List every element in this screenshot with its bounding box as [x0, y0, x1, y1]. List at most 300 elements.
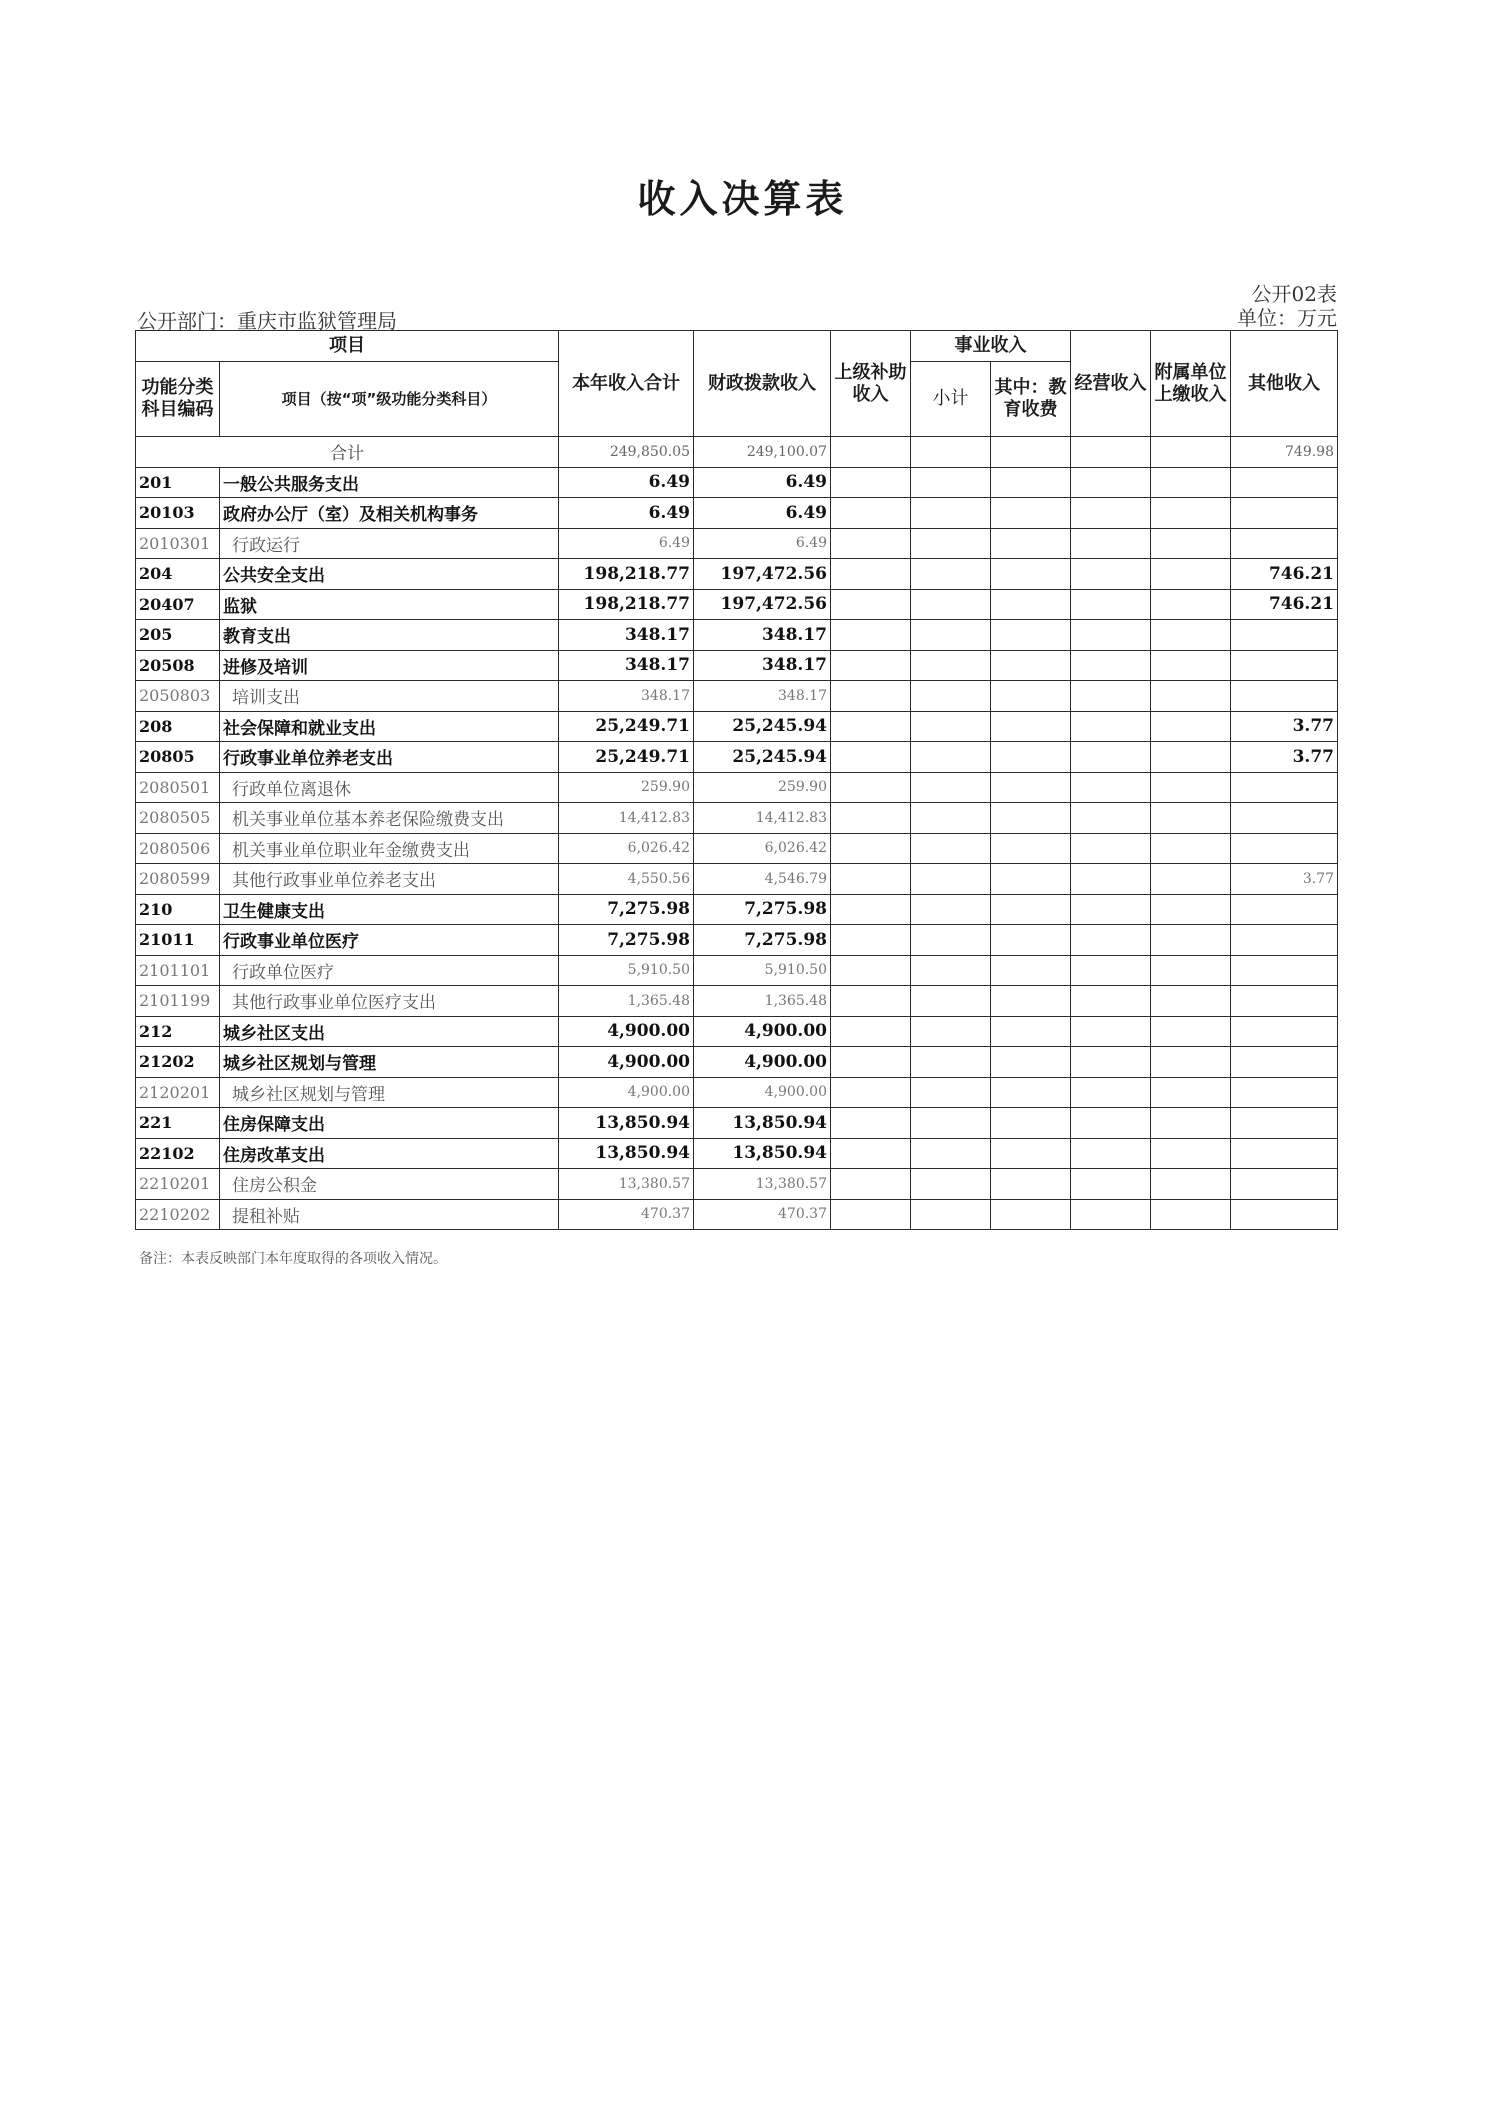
- row-other: [1231, 833, 1338, 864]
- row-total: 1,365.48: [559, 986, 694, 1017]
- row-total: 6.49: [559, 528, 694, 559]
- empty-cell: [991, 1108, 1071, 1139]
- row-code: 205: [136, 620, 220, 651]
- empty-cell: [831, 559, 911, 590]
- empty-cell: [831, 467, 911, 498]
- empty-cell: [1151, 650, 1231, 681]
- row-fiscal: 13,380.57: [694, 1169, 831, 1200]
- empty-cell: [1151, 894, 1231, 925]
- empty-cell: [911, 986, 991, 1017]
- row-fiscal: 14,412.83: [694, 803, 831, 834]
- row-name: 行政运行: [220, 528, 559, 559]
- row-fiscal: 348.17: [694, 620, 831, 651]
- empty-cell: [911, 1016, 991, 1047]
- row-name: 住房改革支出: [220, 1138, 559, 1169]
- row-name: 教育支出: [220, 620, 559, 651]
- row-total: 198,218.77: [559, 559, 694, 590]
- empty-cell: [991, 528, 1071, 559]
- table-row: [136, 1138, 1338, 1169]
- empty-cell: [911, 620, 991, 651]
- row-fiscal: 25,245.94: [694, 742, 831, 773]
- row-code: 2080501: [136, 772, 220, 803]
- empty-cell: [831, 864, 911, 895]
- empty-cell: [1151, 1077, 1231, 1108]
- department-label: 公开部门：重庆市监狱管理局: [137, 309, 397, 333]
- row-other: [1231, 528, 1338, 559]
- empty-cell: [911, 437, 991, 468]
- empty-cell: [1071, 833, 1151, 864]
- empty-cell: [991, 559, 1071, 590]
- empty-cell: [911, 925, 991, 956]
- empty-cell: [1151, 437, 1231, 468]
- empty-cell: [1151, 681, 1231, 712]
- empty-cell: [1151, 620, 1231, 651]
- row-fiscal: 7,275.98: [694, 894, 831, 925]
- header-business: 事业收入: [911, 331, 1071, 362]
- row-name: 城乡社区规划与管理: [220, 1047, 559, 1078]
- header-total: 本年收入合计: [559, 331, 694, 437]
- total-label: 合计: [136, 437, 559, 468]
- row-other: [1231, 681, 1338, 712]
- empty-cell: [1151, 1199, 1231, 1230]
- row-other: [1231, 1199, 1338, 1230]
- empty-cell: [991, 864, 1071, 895]
- row-name: 机关事业单位基本养老保险缴费支出: [220, 803, 559, 834]
- row-total: 25,249.71: [559, 742, 694, 773]
- row-code: 2210202: [136, 1199, 220, 1230]
- empty-cell: [911, 772, 991, 803]
- table-row: [136, 833, 1338, 864]
- row-total: 259.90: [559, 772, 694, 803]
- row-fiscal: 6,026.42: [694, 833, 831, 864]
- row-code: 20103: [136, 498, 220, 529]
- table-row: [136, 1016, 1338, 1047]
- row-total: 348.17: [559, 620, 694, 651]
- row-other: [1231, 1077, 1338, 1108]
- row-name: 行政事业单位医疗: [220, 925, 559, 956]
- table-row: [136, 467, 1338, 498]
- empty-cell: [1151, 467, 1231, 498]
- row-fiscal: 13,850.94: [694, 1108, 831, 1139]
- table-row: [136, 528, 1338, 559]
- empty-cell: [1151, 1047, 1231, 1078]
- empty-cell: [1071, 711, 1151, 742]
- row-fiscal: 259.90: [694, 772, 831, 803]
- empty-cell: [991, 681, 1071, 712]
- empty-cell: [1151, 589, 1231, 620]
- empty-cell: [991, 833, 1071, 864]
- empty-cell: [1151, 864, 1231, 895]
- empty-cell: [1071, 467, 1151, 498]
- row-code: 201: [136, 467, 220, 498]
- row-name: 卫生健康支出: [220, 894, 559, 925]
- table-row: [136, 1108, 1338, 1139]
- empty-cell: [831, 803, 911, 834]
- row-total: 4,550.56: [559, 864, 694, 895]
- table-row: [136, 650, 1338, 681]
- empty-cell: [991, 711, 1071, 742]
- row-fiscal: 197,472.56: [694, 559, 831, 590]
- empty-cell: [911, 742, 991, 773]
- empty-cell: [991, 650, 1071, 681]
- empty-cell: [1151, 833, 1231, 864]
- table-row: [136, 986, 1338, 1017]
- empty-cell: [831, 528, 911, 559]
- row-name: 政府办公厅（室）及相关机构事务: [220, 498, 559, 529]
- header-operating: 经营收入: [1071, 331, 1151, 437]
- row-fiscal: 348.17: [694, 681, 831, 712]
- empty-cell: [991, 742, 1071, 773]
- empty-cell: [831, 1016, 911, 1047]
- row-code: 2010301: [136, 528, 220, 559]
- empty-cell: [1151, 1138, 1231, 1169]
- table-row: [136, 925, 1338, 956]
- empty-cell: [1071, 589, 1151, 620]
- empty-cell: [831, 437, 911, 468]
- row-total: 4,900.00: [559, 1047, 694, 1078]
- total-other: 749.98: [1231, 437, 1338, 468]
- row-other: [1231, 925, 1338, 956]
- empty-cell: [991, 467, 1071, 498]
- row-other: [1231, 1016, 1338, 1047]
- row-name: 监狱: [220, 589, 559, 620]
- empty-cell: [991, 1169, 1071, 1200]
- empty-cell: [991, 955, 1071, 986]
- row-code: 2101199: [136, 986, 220, 1017]
- empty-cell: [831, 1108, 911, 1139]
- row-fiscal: 7,275.98: [694, 925, 831, 956]
- header-fiscal: 财政拨款收入: [694, 331, 831, 437]
- total-fiscal: 249,100.07: [694, 437, 831, 468]
- row-total: 4,900.00: [559, 1077, 694, 1108]
- table-row: [136, 894, 1338, 925]
- row-other: 3.77: [1231, 711, 1338, 742]
- row-total: 348.17: [559, 681, 694, 712]
- empty-cell: [1071, 894, 1151, 925]
- row-fiscal: 470.37: [694, 1199, 831, 1230]
- income-table: [135, 330, 1338, 1230]
- empty-cell: [911, 589, 991, 620]
- empty-cell: [911, 1138, 991, 1169]
- empty-cell: [1151, 1169, 1231, 1200]
- row-code: 212: [136, 1016, 220, 1047]
- row-total: 6,026.42: [559, 833, 694, 864]
- row-code: 21011: [136, 925, 220, 956]
- row-name: 进修及培训: [220, 650, 559, 681]
- row-total: 5,910.50: [559, 955, 694, 986]
- row-other: [1231, 986, 1338, 1017]
- empty-cell: [1151, 772, 1231, 803]
- empty-cell: [1071, 1108, 1151, 1139]
- row-total: 198,218.77: [559, 589, 694, 620]
- empty-cell: [831, 589, 911, 620]
- empty-cell: [831, 1077, 911, 1108]
- empty-cell: [991, 1077, 1071, 1108]
- total-row: [136, 437, 1338, 468]
- empty-cell: [911, 955, 991, 986]
- row-fiscal: 1,365.48: [694, 986, 831, 1017]
- empty-cell: [1151, 742, 1231, 773]
- row-fiscal: 4,900.00: [694, 1047, 831, 1078]
- empty-cell: [831, 772, 911, 803]
- row-other: [1231, 772, 1338, 803]
- row-fiscal: 13,850.94: [694, 1138, 831, 1169]
- empty-cell: [991, 803, 1071, 834]
- row-code: 2101101: [136, 955, 220, 986]
- empty-cell: [1071, 955, 1151, 986]
- row-fiscal: 4,546.79: [694, 864, 831, 895]
- empty-cell: [991, 1138, 1071, 1169]
- empty-cell: [911, 1108, 991, 1139]
- empty-cell: [911, 559, 991, 590]
- row-total: 6.49: [559, 467, 694, 498]
- row-code: 2080505: [136, 803, 220, 834]
- row-total: 6.49: [559, 498, 694, 529]
- row-name: 社会保障和就业支出: [220, 711, 559, 742]
- empty-cell: [991, 437, 1071, 468]
- table-row: [136, 498, 1338, 529]
- empty-cell: [991, 1016, 1071, 1047]
- row-name: 城乡社区规划与管理: [220, 1077, 559, 1108]
- row-code: 2120201: [136, 1077, 220, 1108]
- empty-cell: [831, 650, 911, 681]
- row-code: 204: [136, 559, 220, 590]
- row-code: 2080506: [136, 833, 220, 864]
- empty-cell: [831, 742, 911, 773]
- empty-cell: [831, 498, 911, 529]
- empty-cell: [991, 925, 1071, 956]
- row-name: 住房公积金: [220, 1169, 559, 1200]
- empty-cell: [911, 1199, 991, 1230]
- row-other: [1231, 498, 1338, 529]
- row-code: 20805: [136, 742, 220, 773]
- empty-cell: [831, 1047, 911, 1078]
- empty-cell: [1071, 650, 1151, 681]
- table-row: [136, 681, 1338, 712]
- empty-cell: [1071, 1047, 1151, 1078]
- header-subtotal: 小计: [911, 362, 991, 437]
- empty-cell: [1151, 528, 1231, 559]
- empty-cell: [1151, 498, 1231, 529]
- row-total: 25,249.71: [559, 711, 694, 742]
- empty-cell: [991, 1047, 1071, 1078]
- row-fiscal: 6.49: [694, 498, 831, 529]
- empty-cell: [911, 650, 991, 681]
- empty-cell: [1071, 986, 1151, 1017]
- empty-cell: [911, 1169, 991, 1200]
- empty-cell: [1151, 1016, 1231, 1047]
- empty-cell: [1071, 528, 1151, 559]
- empty-cell: [1071, 864, 1151, 895]
- table-row: [136, 1169, 1338, 1200]
- empty-cell: [991, 894, 1071, 925]
- row-other: [1231, 467, 1338, 498]
- table-row: [136, 772, 1338, 803]
- empty-cell: [991, 1199, 1071, 1230]
- row-other: [1231, 803, 1338, 834]
- empty-cell: [831, 986, 911, 1017]
- empty-cell: [1151, 711, 1231, 742]
- table-row: [136, 1047, 1338, 1078]
- table-row: [136, 864, 1338, 895]
- empty-cell: [1071, 498, 1151, 529]
- empty-cell: [911, 681, 991, 712]
- row-other: 3.77: [1231, 742, 1338, 773]
- empty-cell: [1071, 1169, 1151, 1200]
- empty-cell: [911, 833, 991, 864]
- empty-cell: [1071, 559, 1151, 590]
- header-item: 项目: [136, 331, 559, 362]
- empty-cell: [1151, 986, 1231, 1017]
- empty-cell: [911, 711, 991, 742]
- row-code: 208: [136, 711, 220, 742]
- empty-cell: [1071, 742, 1151, 773]
- empty-cell: [831, 620, 911, 651]
- empty-cell: [911, 467, 991, 498]
- header-edu: 其中：教育收费: [991, 362, 1071, 437]
- empty-cell: [1071, 803, 1151, 834]
- row-code: 20508: [136, 650, 220, 681]
- row-other: [1231, 620, 1338, 651]
- header-code: 功能分类科目编码: [136, 362, 220, 437]
- empty-cell: [991, 620, 1071, 651]
- empty-cell: [1151, 559, 1231, 590]
- row-name: 一般公共服务支出: [220, 467, 559, 498]
- empty-cell: [911, 528, 991, 559]
- empty-cell: [831, 1169, 911, 1200]
- table-row: [136, 955, 1338, 986]
- table-row: [136, 1199, 1338, 1230]
- footnote: 备注：本表反映部门本年度取得的各项收入情况。: [139, 1251, 447, 1267]
- row-fiscal: 4,900.00: [694, 1077, 831, 1108]
- row-name: 城乡社区支出: [220, 1016, 559, 1047]
- row-fiscal: 4,900.00: [694, 1016, 831, 1047]
- row-fiscal: 25,245.94: [694, 711, 831, 742]
- row-other: [1231, 1169, 1338, 1200]
- row-name: 其他行政事业单位养老支出: [220, 864, 559, 895]
- row-fiscal: 6.49: [694, 528, 831, 559]
- empty-cell: [911, 1077, 991, 1108]
- table-body: [136, 437, 1338, 1230]
- row-name: 机关事业单位职业年金缴费支出: [220, 833, 559, 864]
- header-affiliate: 附属单位上缴收入: [1151, 331, 1231, 437]
- page-title: 收入决算表: [637, 177, 848, 221]
- row-other: [1231, 955, 1338, 986]
- row-name: 培训支出: [220, 681, 559, 712]
- row-total: 14,412.83: [559, 803, 694, 834]
- empty-cell: [1151, 1108, 1231, 1139]
- empty-cell: [911, 894, 991, 925]
- row-other: [1231, 1047, 1338, 1078]
- header-other: 其他收入: [1231, 331, 1338, 437]
- row-name: 住房保障支出: [220, 1108, 559, 1139]
- table-row: [136, 742, 1338, 773]
- table-row: [136, 589, 1338, 620]
- empty-cell: [831, 1138, 911, 1169]
- row-name: 其他行政事业单位医疗支出: [220, 986, 559, 1017]
- empty-cell: [1071, 1077, 1151, 1108]
- empty-cell: [831, 1199, 911, 1230]
- empty-cell: [1071, 681, 1151, 712]
- empty-cell: [1151, 955, 1231, 986]
- empty-cell: [831, 681, 911, 712]
- table-row: [136, 620, 1338, 651]
- row-code: 210: [136, 894, 220, 925]
- empty-cell: [991, 986, 1071, 1017]
- row-total: 470.37: [559, 1199, 694, 1230]
- row-name: 行政事业单位养老支出: [220, 742, 559, 773]
- empty-cell: [1071, 1199, 1151, 1230]
- empty-cell: [911, 803, 991, 834]
- table-row: [136, 711, 1338, 742]
- row-other: 3.77: [1231, 864, 1338, 895]
- row-other: [1231, 1138, 1338, 1169]
- table-row: [136, 803, 1338, 834]
- row-code: 2210201: [136, 1169, 220, 1200]
- row-total: 7,275.98: [559, 894, 694, 925]
- empty-cell: [1071, 772, 1151, 803]
- form-number: 公开02表: [1251, 282, 1337, 306]
- row-name: 公共安全支出: [220, 559, 559, 590]
- empty-cell: [1151, 803, 1231, 834]
- row-total: 13,380.57: [559, 1169, 694, 1200]
- row-name: 提租补贴: [220, 1199, 559, 1230]
- row-fiscal: 197,472.56: [694, 589, 831, 620]
- row-code: 20407: [136, 589, 220, 620]
- row-total: 348.17: [559, 650, 694, 681]
- row-other: [1231, 894, 1338, 925]
- row-total: 13,850.94: [559, 1108, 694, 1139]
- empty-cell: [831, 711, 911, 742]
- empty-cell: [831, 833, 911, 864]
- empty-cell: [831, 955, 911, 986]
- header-name: 项目（按“项”级功能分类科目）: [220, 362, 559, 437]
- empty-cell: [911, 1047, 991, 1078]
- empty-cell: [911, 864, 991, 895]
- empty-cell: [1071, 1138, 1151, 1169]
- empty-cell: [991, 589, 1071, 620]
- row-code: 22102: [136, 1138, 220, 1169]
- empty-cell: [1151, 925, 1231, 956]
- empty-cell: [831, 925, 911, 956]
- row-total: 7,275.98: [559, 925, 694, 956]
- row-fiscal: 348.17: [694, 650, 831, 681]
- total-amount: 249,850.05: [559, 437, 694, 468]
- row-code: 2050803: [136, 681, 220, 712]
- row-other: [1231, 650, 1338, 681]
- row-name: 行政单位离退休: [220, 772, 559, 803]
- empty-cell: [831, 894, 911, 925]
- empty-cell: [1071, 925, 1151, 956]
- row-fiscal: 5,910.50: [694, 955, 831, 986]
- empty-cell: [911, 498, 991, 529]
- empty-cell: [991, 772, 1071, 803]
- header-superior: 上级补助收入: [831, 331, 911, 437]
- row-name: 行政单位医疗: [220, 955, 559, 986]
- empty-cell: [991, 498, 1071, 529]
- row-code: 221: [136, 1108, 220, 1139]
- unit-label: 单位：万元: [1237, 306, 1337, 330]
- row-other: 746.21: [1231, 589, 1338, 620]
- empty-cell: [1071, 620, 1151, 651]
- empty-cell: [1071, 437, 1151, 468]
- row-total: 4,900.00: [559, 1016, 694, 1047]
- row-total: 13,850.94: [559, 1138, 694, 1169]
- row-code: 2080599: [136, 864, 220, 895]
- row-code: 21202: [136, 1047, 220, 1078]
- table-row: [136, 1077, 1338, 1108]
- row-fiscal: 6.49: [694, 467, 831, 498]
